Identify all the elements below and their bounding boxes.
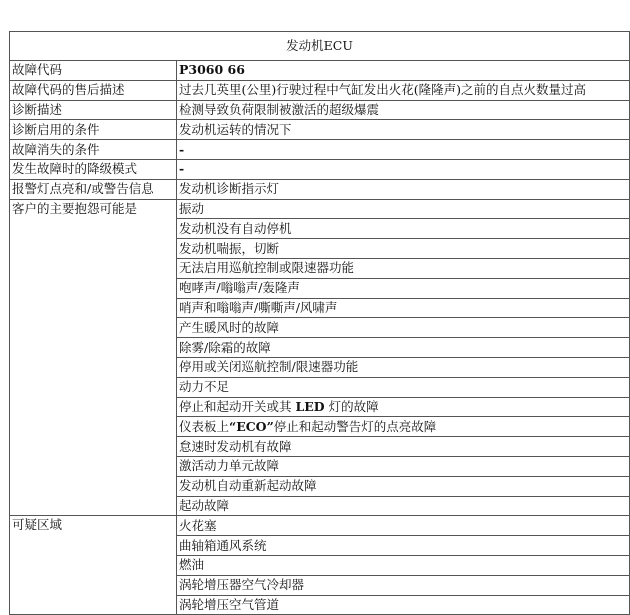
suspect-area-item: 火花塞 — [177, 516, 630, 536]
complaint-item: 咆哮声/嗡嗡声/轰隆声 — [177, 278, 630, 298]
complaint-item: 哨声和嗡嗡声/嘶嘶声/风啸声 — [177, 298, 630, 318]
complaint-item: 起动故障 — [177, 496, 630, 516]
suspect-area-item: 涡轮增压器空气冷却器 — [177, 575, 630, 595]
row-value: 发动机诊断指示灯 — [177, 179, 630, 199]
table-row — [10, 100, 630, 120]
row-value: 检测导致负荷限制被激活的超级爆震 — [177, 100, 630, 120]
complaint-item: 停止和起动开关或其 LED 灯的故障 — [177, 397, 630, 417]
table-title-row — [10, 32, 630, 61]
table-row — [10, 199, 630, 219]
complaint-item: 振动 — [177, 199, 630, 219]
table-row — [10, 159, 630, 179]
table-row — [10, 140, 630, 160]
row-label: 故障消失的条件 — [10, 140, 177, 160]
complaint-item: 动力不足 — [177, 377, 630, 397]
complaint-item: 停用或关闭巡航控制/限速器功能 — [177, 357, 630, 377]
row-value: - — [177, 159, 630, 179]
fault-code-table — [9, 31, 630, 615]
suspect-area-item: 燃油 — [177, 555, 630, 575]
table-row — [10, 61, 630, 81]
table-row — [10, 80, 630, 100]
complaint-item: 产生暖风时的故障 — [177, 318, 630, 338]
complaint-item: 发动机自动重新起动故障 — [177, 476, 630, 496]
table-row — [10, 179, 630, 199]
row-value: 过去几英里(公里)行驶过程中气缸发出火花(隆隆声)之前的自点火数量过高 — [177, 80, 630, 100]
suspect-areas-section — [10, 516, 630, 615]
complaint-item: 怠速时发动机有故障 — [177, 437, 630, 457]
suspect-areas-label: 可疑区域 — [10, 516, 177, 615]
complaint-item: 除雾/除霜的故障 — [177, 338, 630, 358]
table-title: 发动机ECU — [10, 32, 630, 61]
complaint-item: 仪表板上“ECO”停止和起动警告灯的点亮故障 — [177, 417, 630, 437]
suspect-area-item: 涡轮增压空气管道 — [177, 595, 630, 615]
fault-code-value: P3060 66 — [177, 61, 630, 81]
row-value: - — [177, 140, 630, 160]
complaint-item: 激活动力单元故障 — [177, 456, 630, 476]
complaints-label: 客户的主要抱怨可能是 — [10, 199, 177, 516]
row-value: 发动机运转的情况下 — [177, 120, 630, 140]
row-label: 发生故障时的降级模式 — [10, 159, 177, 179]
table-row — [10, 516, 630, 536]
row-label: 诊断启用的条件 — [10, 120, 177, 140]
row-label: 诊断描述 — [10, 100, 177, 120]
suspect-area-item: 曲轴箱通风系统 — [177, 536, 630, 556]
complaints-section — [10, 199, 630, 516]
row-label: 故障代码的售后描述 — [10, 80, 177, 100]
row-label: 故障代码 — [10, 61, 177, 81]
row-label: 报警灯点亮和/或警告信息 — [10, 179, 177, 199]
complaint-item: 发动机没有自动停机 — [177, 219, 630, 239]
table-row — [10, 120, 630, 140]
complaint-item: 发动机喘振，切断 — [177, 239, 630, 259]
complaint-item: 无法启用巡航控制或限速器功能 — [177, 258, 630, 278]
